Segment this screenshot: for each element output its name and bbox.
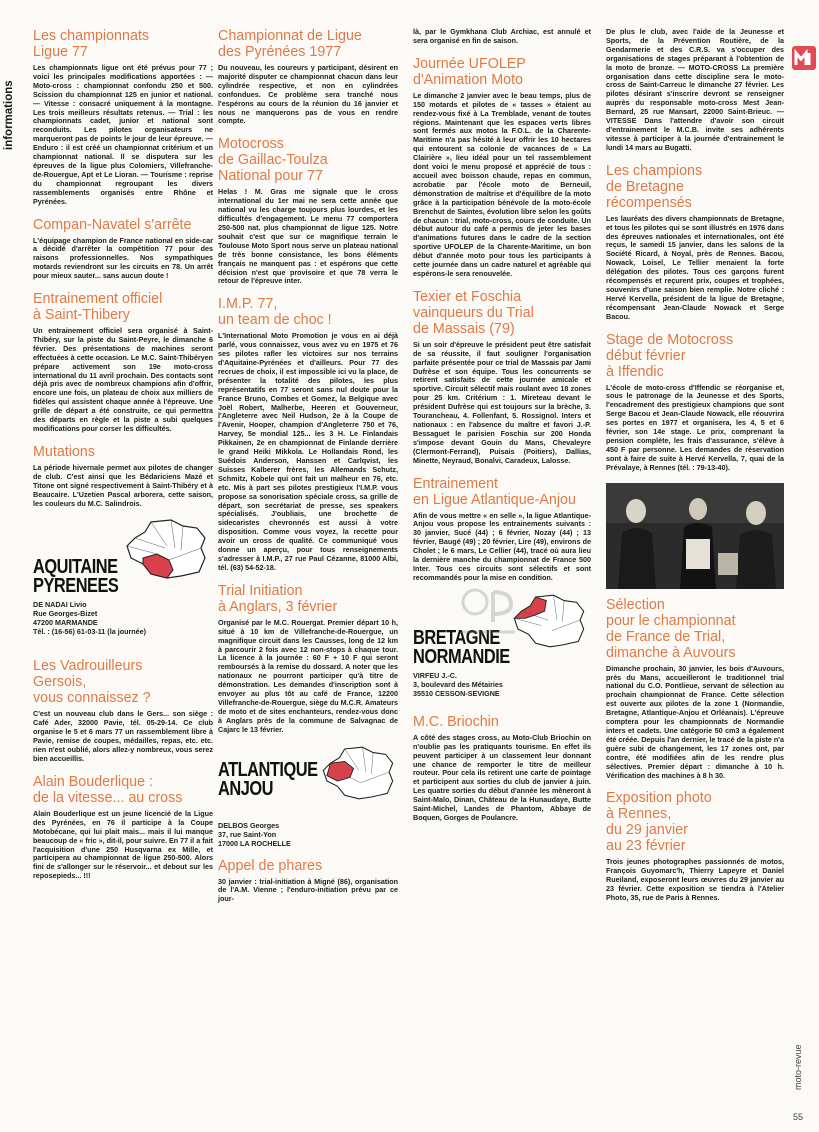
article-body: L'équipage champion de France national en side-car a décidé d'arrêter la compétition 77 pour des raisons professionnelles. Nos sympathiques motards reviendront sur les circuits en 78. Un arrêt pour mieux sauter... sans aucun doute ! (33, 235, 213, 281)
article-body: Afin de vous mettre « en selle », la ligue Atlantique-Anjou vous propose les entrainements suivants : 30 janvier, Sucé (44) ; 6 février, Nozay (44) ; 13 février, Baugé (49) ; 20 février, Lire (49), environs de Cholet ; le 6 mars, Le Cellier (44), tracé où aura lieu la dernière manche du championnat de France 500 Inter. Tous ces circuits sont sélectifs et sont recommandés pour la mise en condition. (413, 510, 591, 582)
award-ceremony-photo (606, 483, 784, 589)
article-body: là, par le Gymkhana Club Archiac, est annulé et sera organisé en fin de saison. (413, 27, 591, 45)
article-title: Journée UFOLEP d'Animation Moto (413, 55, 526, 88)
article (33, 217, 213, 282)
article-title: M.C. Briochin (413, 713, 499, 730)
article-title: Les champions de Bretagne récompensés (606, 162, 703, 211)
article-title: Stage de Motocross début février à Iffendic (606, 331, 734, 380)
article-title: Championnat de Ligue des Pyrénées 1977 (218, 28, 362, 60)
article-title: Exposition photo à Rennes, du 29 janvier au 23 février (606, 790, 712, 855)
region-name: BRETAGNE NORMANDIE (413, 626, 510, 668)
article (33, 28, 213, 207)
article-title: I.M.P. 77, un team de choc ! (218, 296, 332, 329)
region-block (33, 518, 213, 636)
article-continued (606, 28, 784, 153)
article-body: L'International Moto Promotion je vous en ai déjà parlé, vous connaissez, vous avez vu en 1975 et 76 ses pilotes rafler les victoires sur nos terrains d'Aquitaine-Pyrénées et d'ailleurs. Pour 77 des recrues de choix, il est impossible ici vu la place, de présenter la totalité des pilotes, les plus représentatifs en 77 seront sans nul doute pour la France Bruno, Combes et Gomez, la Belgique avec Joël Robert, Malherbe, Heeren et Gouverneur, l'Angleterre avec Neil Hudson, 2e à la Coupe de l'Avenir, Hooper, champion d'Angleterre 750 et 76, Harvey, 5e mondial 125... les 3 H. Le Finlandais Pikkainen, 2e en championnat de Finlande derrière le grand Heiki Mikkola. Le Hollandais Rond, les Suédois Anderson, Hanssen et Carlqvist, les Suisses Kalberer frères, les Allemands Schutz, Schmitz, Kobele qui ont fait un malheur en 76, etc. etc. Mis à part ses pilotes prestigieux l'I.M.P. vous propose sa sonorisation spéciale cross, sa grille de départ, son secrétariat de presse, ses speakers spécialisés. J'oubliais, une brochette de sidecaristes chevronnés est aussi à votre disposition. Comme vous voyez, la recette pour avoir un cross de qualité. Ce communiqué vous donne un aperçu, pour tous renseignements s'adresser à I.M.P., 27 rue Paul Cézanne, 81000 Albi, tél. (63) 54-52-18. (218, 331, 398, 572)
article (218, 858, 398, 905)
side-section-title: informations (3, 80, 15, 150)
article-title: Les championnats Ligue 77 (33, 28, 150, 60)
article-title: Les Vadrouilleurs Gersois, vous connaissez ? (33, 658, 151, 707)
article-body: De plus le club, avec l'aide de la Jeunesse et Sports, de la Prévention Routière, de la Gendarmerie et des C.R.S. va s'occuper des organisations de stages préparant à l'obtention de la moto de bronze. — MOTO-CROSS La première organisation dans cette discipline sera le moto-cross de Saint-Carreuc le dimanche 27 février. Les pilotes désirant s'inscrire devront se renseigner auprès du responsable moto-cross Mest Jean-Bernard, 25 rue Mansart, 22000 Saint-Brieuc. — VITESSE Dans l'attendre d'avoir son circuit d'entrainement le M.C.B. invite ses adhérents vitesse à participer à la journée d'entrainement le lundi 14 mars au Bugatti. (606, 27, 784, 152)
article-body: Alain Bouderlique est un jeune licencié de la Ligue des Pyrénées, en 76 il participe à la Coupe Motobécane, qui lui plait mais... mais il lui manque beaucoup de « fric », dit-il, pour suivre. En 77 il a fait l'acquisition d'une 250 Husqvarna ex Mille, et participera au championnat de ligue 250-500. Alors fini de s'allonger sur le réservoir... et debout sur les reposepieds... !!! (33, 808, 213, 881)
article (33, 774, 213, 881)
article-title: Texier et Foschia vainqueurs du Trial de Massais (79) (413, 288, 534, 337)
article-body: Les lauréats des divers championnats de Bretagne, et tous les pilotes qui se sont illustrés en 1976 dans des épreuves nationales et internationales, ont été reçus, le samedi 15 janvier, dans les salons de la Société Ricard, à Noyal, près de Rennes. Bacou, Nowack, Loisel, Le Tellier menaient la forte délégation des pilotes. Tous ces garçons furent récompensés et reçurent prix, coupes et trophées, souvenirs d'une saison bien remplie. Notre cliché : Hervé Kervella, président de la ligue de Bretagne, récompensant Jean-Claude Nowack et Serge Bacou. (606, 213, 784, 321)
article (218, 28, 398, 126)
article (606, 163, 784, 322)
region-block (218, 745, 398, 848)
article-title: Entrainement officiel à Saint-Thibery (33, 291, 163, 324)
article-continued (413, 28, 591, 46)
column-4 (606, 28, 784, 913)
article (218, 296, 398, 572)
article-body: Trois jeunes photographes passionnés de motos, François Guyomarc'h, Thierry Lapeyre et Daniel Rueiland, exposeront leurs œuvres du 29 janvier au 23 février. Cette exposition se tiendra à l'Atelier Photo, 35, rue de Paris à Rennes. (606, 857, 784, 903)
article-body: Dimanche prochain, 30 janvier, les bois d'Auvours, près du Mans, accueilleront le traditionnel trial national du C.O. Pontlieue, servant de sélection au prochain championnat de France. Cette sélection est ouverte aux pilotes de la zone 1 (Normandie, Bretagne, Atlantique-Anjou et Orléanais). L'épreuve comptera pour les championnats de Normandie inters et cadets. Une catégorie 50 cm3 a également été créée. Depuis l'an dernier, le tracé de la piste n'a guère subi de changement, les 17 zones ont, par contre, été modifiées afin de les rendre plus sélectives. Premier départ : dimanche à 10 h. Vérification des machines à 8 h 30. (606, 663, 784, 780)
article-body: Le dimanche 2 janvier avec le beau temps, plus de 150 motards et pilotes de « tasses » étaient au rendez-vous fixé à La Tremblade, venant de toutes régions. Maintenant que les espaces verts libres sont fermés aux motos la F.O.L. de la Charente-Maritime n'a pas hésité à leur offrir les 10 hectares qui entourent sa colonie de vacances de « La Clairière », lieu idéal pour un tel rassemblement dont voici le menu proposé et apprécié de tous : accueil avec boisson chaude, repas en commun, acrobatie par l'école moto de Berneuil, démonstration de maîtrise et d'équilibre de la moto grâce à la participation bénévole de la moto-école Brenchut de Saintes, évolution libre selon les goûts de chacun : trial, moto-cross, cours de conduite. Un début autour du café a permis de jeter les bases d'animations futures dans le cadre de la section sportive UFOLEP de la Charente-Maritime, un bon début d'année moto pour tous les participants à cette journée dans un cadre naturel et agréable qui espérons-le sera renouvelée. (413, 90, 591, 278)
article (33, 444, 213, 509)
article-body: Du nouveau, les coureurs y participant, désirent en majorité disputer ce championnat chacun dans leur cylindrée respective, et non en cylindrées confondues. Ce problème sera tranché nous l'espérons au cours de la réunion du 16 janvier et nous ne manquerons pas de vous en rendre compte. (218, 63, 398, 126)
article-body: Les championnats ligue ont été prévus pour 77 ; voici les principales modifications apportées : — Moto-cross : championnat confondu 250 et 500. Scission du championnat 125 en junior et national. — Vitesse : consacré uniquement à la montagne. Les trois meilleurs résultats retenus. — Trial : les championnats cadet, junior et national sont reconduits. Les pilotes organisateurs ne marqueront pas de points le jour de leur épreuve. — Enduro : il est créé un championnat critérium et un championnat national. Il se disputera sur les épreuves de la ligue plus Colomiers, Villefranche-de-Rouergue, Apt et Le Lioran. — Tourisme : reprise du championnat regroupant les divers rassemblements organisés entre Rhône et Pyrénées. (33, 63, 213, 206)
article (413, 56, 591, 279)
article (33, 658, 213, 763)
article-body: Organisé par le M.C. Rouergat. Premier départ 10 h, situé à 10 km de Villefranche-de-Rouergue, un magnifique circuit dans les Causses, long de 12 km à parcourir 2 fois avec 12 non-stops à chaque tour. La licence à la journée : 60 F + 10 F qui seront remboursés à la remise du dossard. A noter que les nationaux ne pourront participer qu'à titre de démonstration. Les demandes d'inscription sont à envoyer au plus tôt au café de France, 12200 Villefranche-de-Rouergue, siège du M.C.R. Amateurs de moto et de sites enchanteurs, rendez-vous donc à Anglars près de la commune de Salvagnac de Cajarc le 13 février. (218, 617, 398, 734)
article (606, 332, 784, 473)
article-body: C'est un nouveau club dans le Gers... son siège : Café Ader, 32000 Pavie, tél. 05-29-14. Ce club organise le 5 et 6 mars 77 un rassemblement libre à Pavie, remise de coupes, médailles, repas, etc. etc. rien n'est oublié, alors allez-y nombreux, vous serez bien accueillis. (33, 709, 213, 763)
region-name: AQUITAINE PYRENEES (33, 556, 119, 598)
region-contact: DE NADAI Livio Rue Georges-Bizet 47200 MARMANDE Tél. : (16-56) 61-03-11 (la journée) (33, 600, 147, 637)
article-title: Trial Initiation à Anglars, 3 février (218, 582, 338, 615)
article-title: Mutations (33, 443, 95, 460)
article-title: Alain Bouderlique : de la vitesse... au cross (33, 773, 183, 806)
page-number: 55 (793, 1112, 804, 1122)
article (218, 136, 398, 286)
magazine-name: moto-revue (793, 1044, 803, 1090)
article (33, 291, 213, 434)
article (413, 476, 591, 583)
column-2 (218, 28, 398, 914)
article-body: Helas ! M. Gras me signale que le cross international du 1er mai ne sera cette année que national vu les charge toujours plus lourdes, et les difficultés d'engagement. Le menu 77 comportera 250-500 nat. plus championnat de ligue 125. Notre souhait c'est que sur ce magnifique terrain le Toulouse Moto Sport nous serve un plateau national de très bonne consistance, les bons éléments français ne manquent pas : et espérons que cette décision n'est que provisoire et que 78 verra le retour de l'épreuve inter. (218, 187, 398, 286)
article-title: Motocross de Gaillac-Toulza National pour 77 (218, 136, 328, 185)
article-body: L'école de moto-cross d'Iffendic se réorganise et, sous le patronage de la Jeunesse et des Sports, l'encadrement des prestigieux champions que sont Serge Bacou et Jean-Claude Nowack, elle réouvrira ses portes en 1977 et organisera, les 4, 5 et 6 février, son 14e stage. Le prix, comprenant la pension complète, les frais d'assurance, s'élève à 450 F par personne. Les demandes de réservation sont à faire de suite à Hervé Kervella, 7, quai de la Prévalaye, à Rennes (tél. : 79-13-40). (606, 382, 784, 472)
article (413, 289, 591, 466)
region-name: ATLANTIQUE ANJOU (218, 758, 318, 800)
article-body: A côté des stages cross, au Moto-Club Briochin on n'oublie pas les pratiquants tourisme. En effet ils peuvent participer à un classement leur donnant une chance de remporter le titre de meilleur routeur. Pour cela ils retirent une carte de pointage et participent aux sorties du club de janvier à juin. Les quatre sorties du début d'année les mèneront à Saint-Malo, Dinan, Château de la Hunaudaye, Butte Saint-Michel, Landes de Phantom, Abbaye de Boquen, Gorges de Poulancre. (413, 732, 591, 822)
article (218, 583, 398, 735)
column-1 (33, 28, 213, 891)
magazine-logo-icon (791, 45, 817, 71)
column-3 (413, 28, 591, 833)
article-title: Appel de phares (218, 857, 323, 874)
article-body: Si un soir d'épreuve le président peut être satisfait de sa réussite, il faut souligner l'organisation parfaite présentée pour ce trial de Massais par Jami Dufrèse et son équipe. Tous les concurrents se retirent satisfaits de cette journée amicale et sportive. Circuit sélectif mais roulant avec 18 zones pour 25 km. Critérium : 1. Mireteau devant le président Dufrèse qui est toujours sur la brèche, 3. Tourancheau, 4. Follenfant, 5. Rossignol. Inters et nationaux : en l'absence du maître et favori J.-P. Bessaguet le parisien Foschia sur 200 Honda s'impose devant Gouin du Mans, Chevaleyre (Clermont-Ferrand), Puisais (Poitiers), Dallias, Minette, Neyraud, Bonalvi, Caradeux, Lalosse. (413, 339, 591, 465)
article-body: Un entrainement officiel sera organisé à Saint-Thibéry, sur la piste du Saint-Peyre, le dimanche 6 février. Des présentations de machines seront effectuées à cette occasion. Le M.C. Saint-Thibéryen prépare activement son 19e moto-cross international du 11 avril prochain. Des contacts sont déjà pris avec de nombreux champions afin d'offrir, encore une fois, un plateau de choix aux milliers de fidèles qui assistent chaque année à l'épreuve. Une grille de départ a été construite, ce qui permettra des départs en règle et la piste a subi quelques modifications pour corser les difficultés. (33, 326, 213, 433)
article (606, 597, 784, 781)
article-title: Sélection pour le championnat de France de Trial, dimanche à Auvours (606, 596, 736, 661)
article-body: 30 janvier : trial-initiation à Migné (86), organisation de l'A.M. Vienne ; l'enduro-initiation prévu par ce jour- (218, 876, 398, 904)
article-title: Entrainement en Ligue Atlantique-Anjou (413, 475, 576, 508)
article (413, 714, 591, 823)
article-title: Compan-Navatel s'arrête (33, 216, 192, 233)
article-body: La période hivernale permet aux pilotes de changer de club. C'est ainsi que les Bédariciens Mazé et Titone ont signé respectivement à Saint-Thibéry et à Beaucaire. L'Uzetien Pascal arborera, cette saison, les couleurs du M.C. Salindrois. (33, 462, 213, 508)
region-contact: DELBOS Georges 37, rue Saint-Yon 17000 LA ROCHELLE (218, 820, 291, 848)
region-contact: VIRFEU J.-C. 3, boulevard des Métairies 35510 CESSON-SEVIGNE (413, 670, 503, 698)
article (606, 790, 784, 903)
watermark-stamp-icon (455, 582, 525, 642)
